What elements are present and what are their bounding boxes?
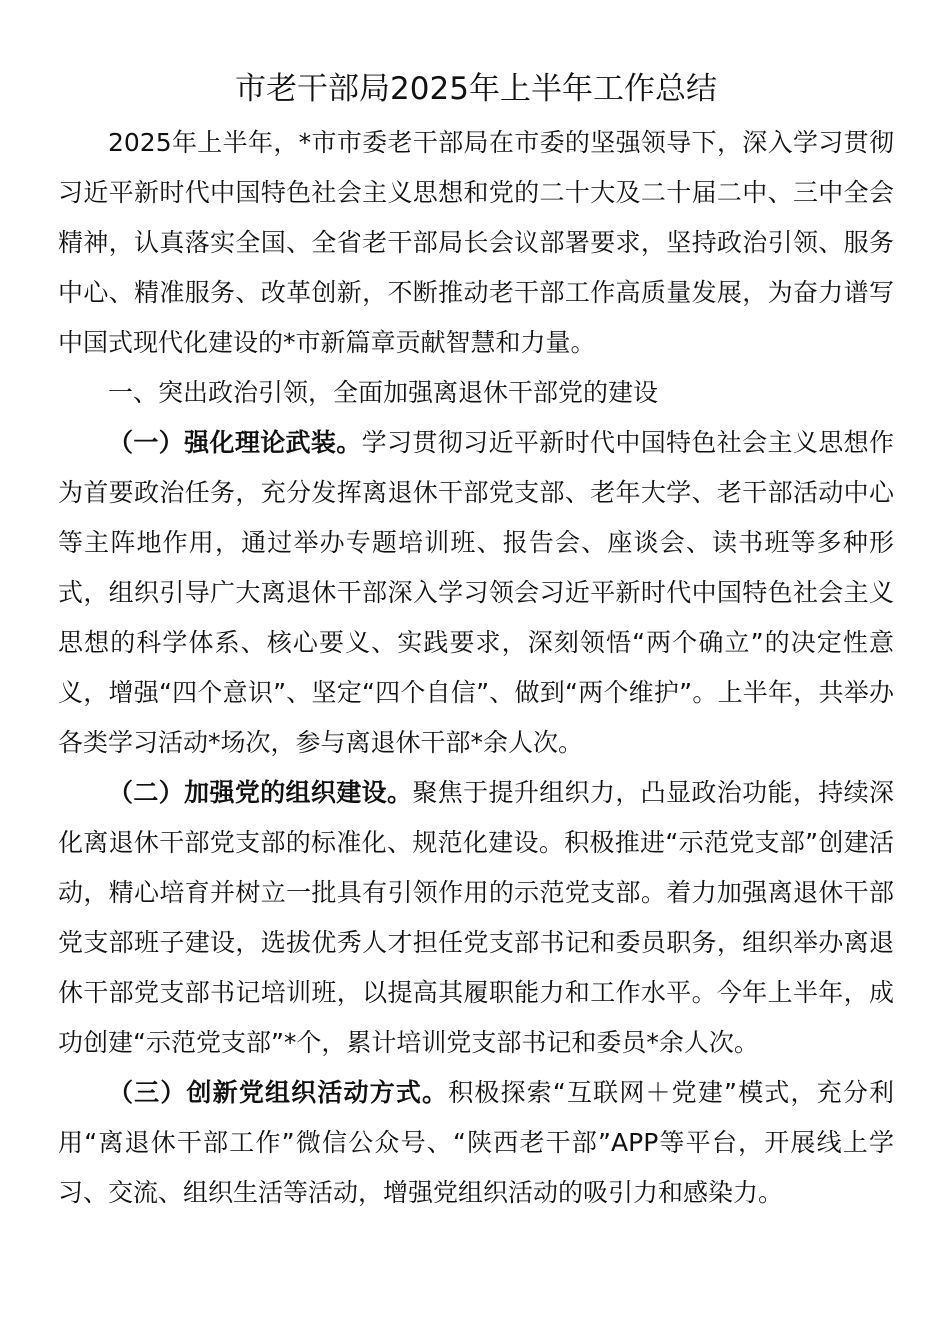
section-heading: 一、突出政治引领，全面加强离退休干部党的建设: [108, 378, 659, 407]
item-title: （二）加强党的组织建设。: [108, 778, 413, 807]
item-title: （三）创新党组织活动方式。: [108, 1078, 449, 1107]
item-body: 学习贯彻习近平新时代中国特色社会主义思想作为首要政治任务，充分发挥离退休干部党支部、老年大学、老干部活动中心等主阵地作用，通过举办专题培训班、报告会、座谈会、读书班等多种形式，组织引导广大离退休干部深入学习领会习近平新时代中国特色社会主义思想的科学体系、核心要义、实践要求，深刻领悟“两个确立”的决定性意义，增强“四个意识”、坚定“四个自信”、做到“两个维护”。上半年，共举办各类学习活动*场次，参与离退休干部*余人次。: [58, 428, 894, 757]
document-title: 市老干部局2025年上半年工作总结: [235, 71, 717, 107]
item-paragraph: [58, 768, 894, 1068]
item-body: 聚焦于提升组织力，凸显政治功能，持续深化离退休干部党支部的标准化、规范化建设。积极推进“示范党支部”创建活动，精心培育并树立一批具有引领作用的示范党支部。着力加强离退休干部党支部班子建设，选拔优秀人才担任党支部书记和委员职务，组织举办离退休干部党支部书记培训班，以提高其履职能力和工作水平。今年上半年，成功创建“示范党支部”*个，累计培训党支部书记和委员*余人次。: [58, 778, 894, 1057]
item-body: 积极探索“互联网＋党建”模式，充分利用“离退休干部工作”微信公众号、“陕西老干部”APP等平台，开展线上学习、交流、组织生活等活动，增强党组织活动的吸引力和感染力。: [58, 1078, 894, 1207]
item-paragraph: [58, 1068, 894, 1218]
intro-paragraph: 2025年上半年，*市市委老干部局在市委的坚强领导下，深入学习贯彻习近平新时代中国特色社会主义思想和党的二十大及二十届二中、三中全会精神，认真落实全国、全省老干部局长会议部署要求，坚持政治引领、服务中心、精准服务、改革创新，不断推动老干部工作高质量发展，为奋力谱写中国式现代化建设的*市新篇章贡献智慧和力量。: [58, 128, 894, 357]
item-title: （一）强化理论武装。: [108, 428, 362, 457]
document-page: [58, 60, 894, 1218]
item-paragraph: [58, 418, 894, 768]
